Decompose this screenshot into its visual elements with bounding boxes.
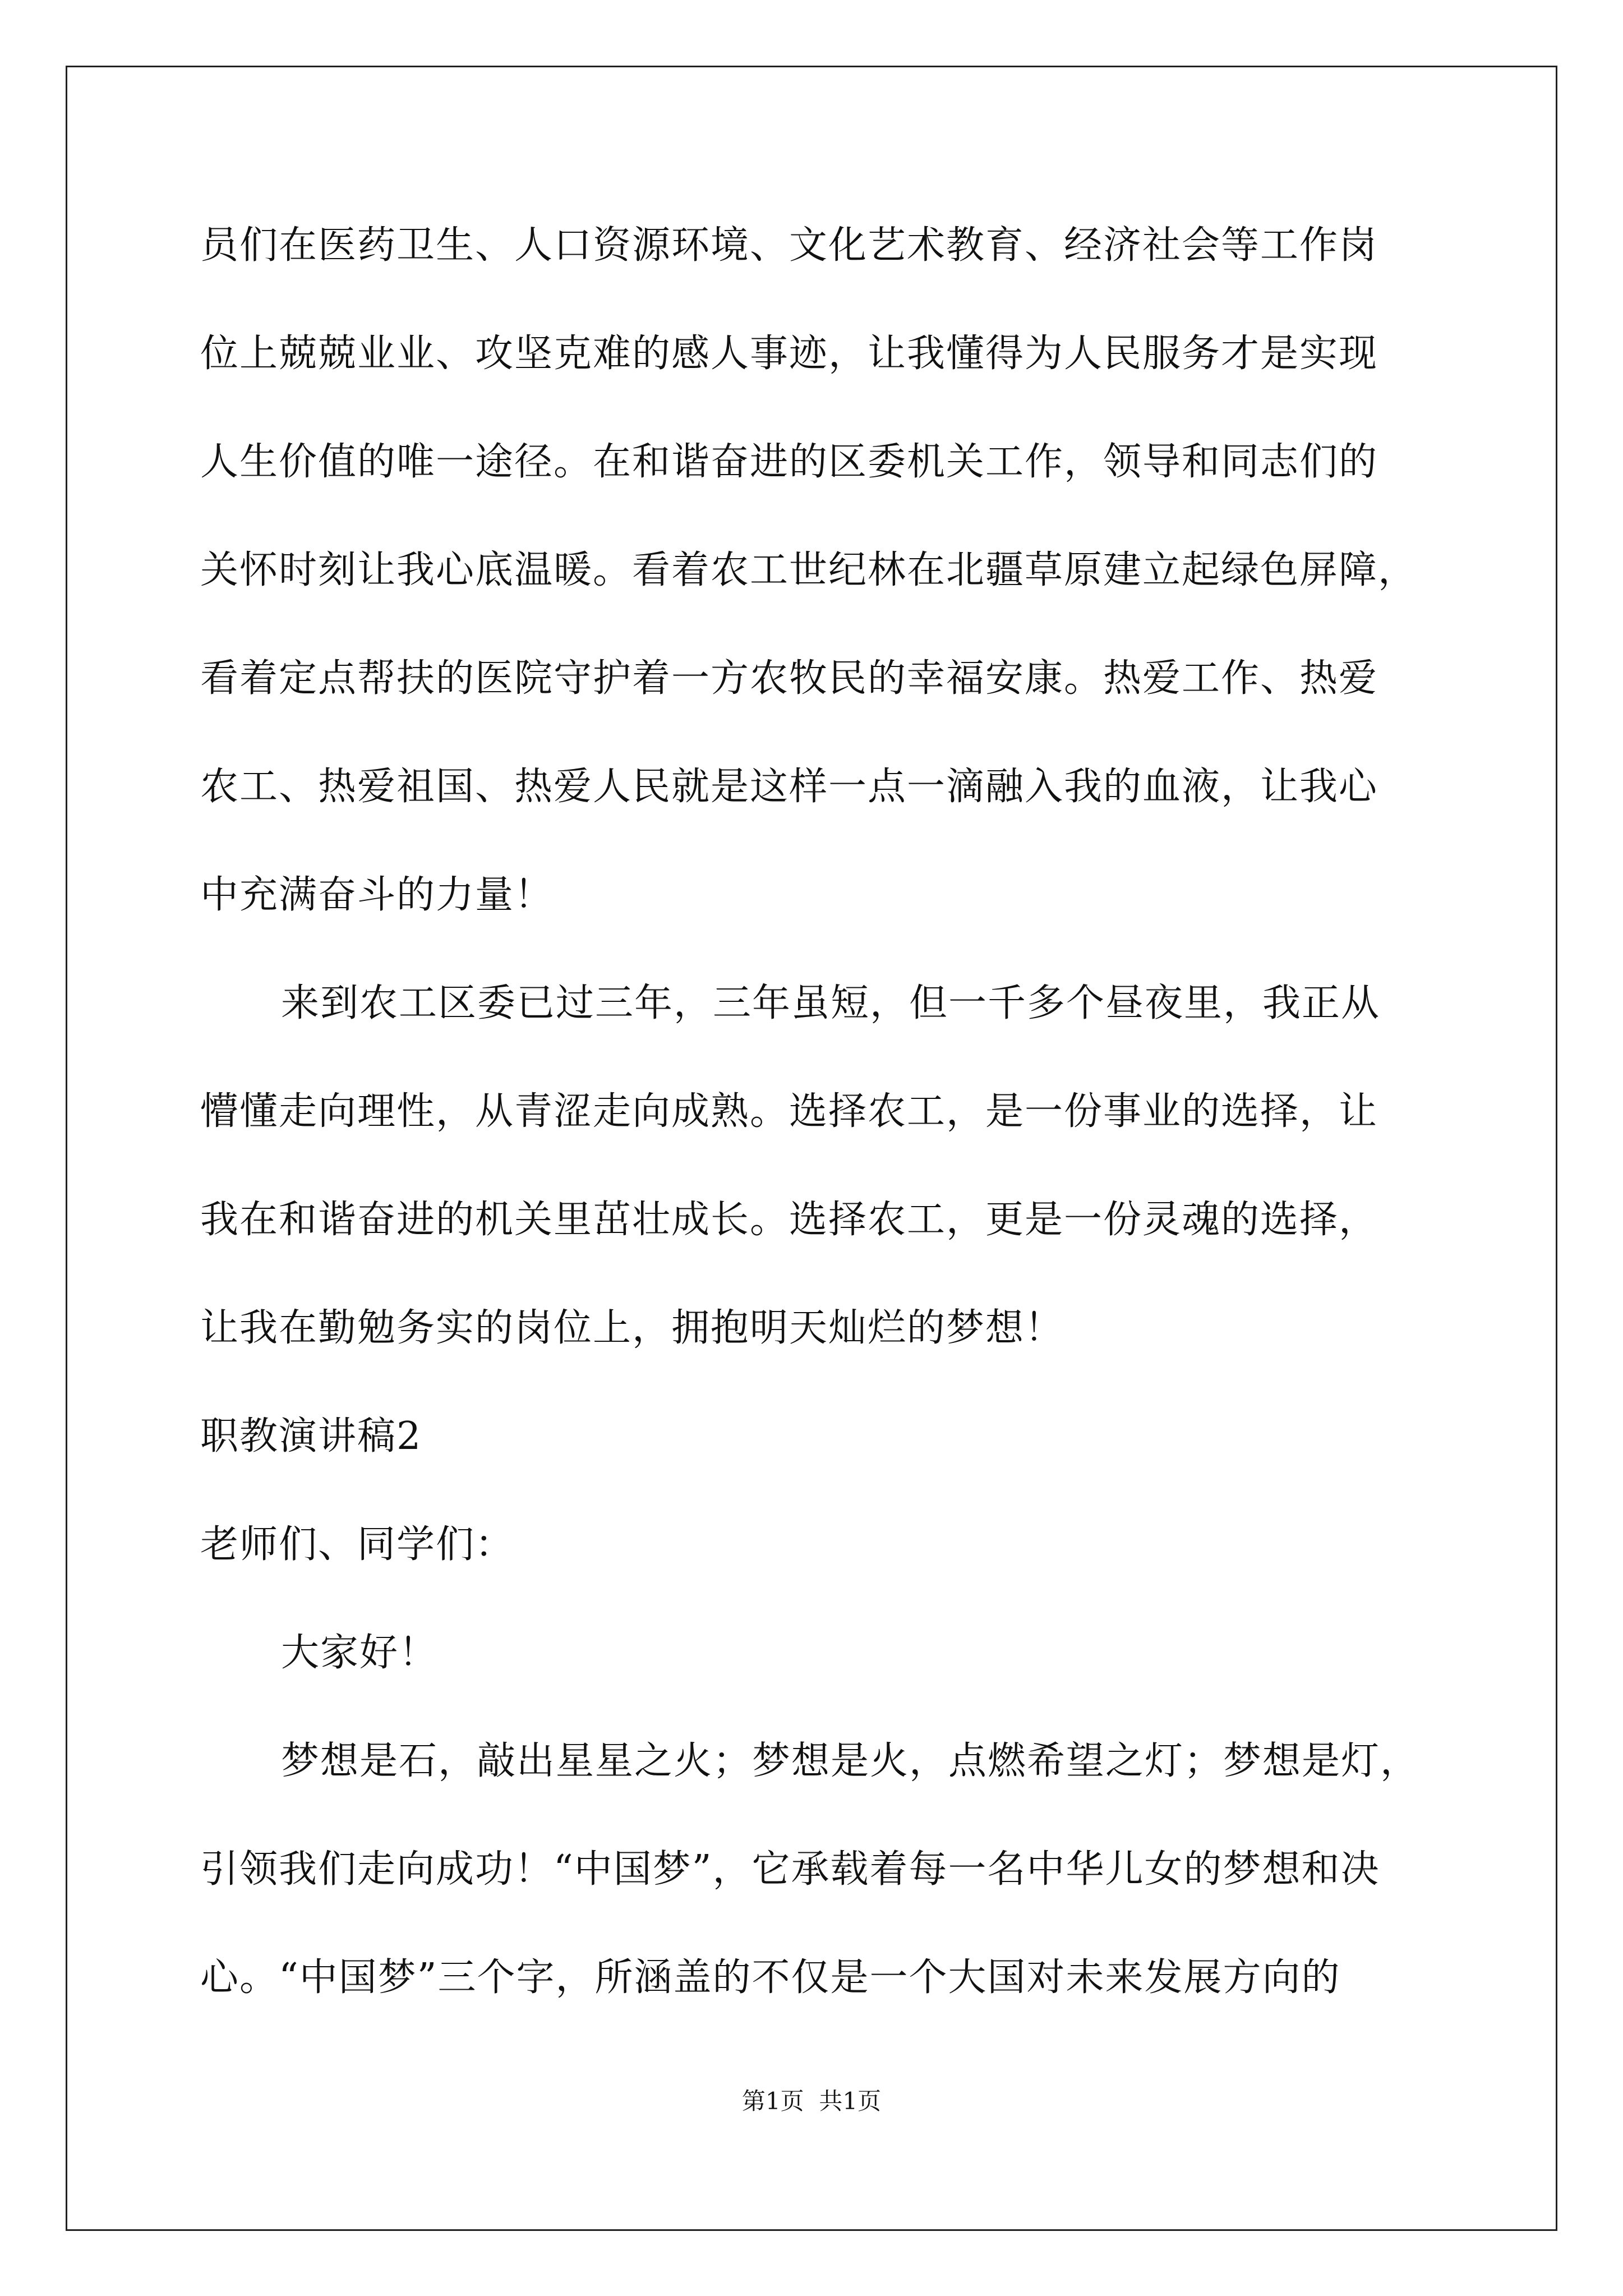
text-line: 让我在勤勉务实的岗位上，拥抱明天灿烂的梦想！ — [200, 1306, 1064, 1350]
text-line: 关怀时刻让我心底温暖。看着农工世纪林在北疆草原建立起绿色屏障， — [200, 548, 1418, 592]
text-line: 懵懂走向理性，从青涩走向成熟。选择农工，是一份事业的选择，让 — [200, 1089, 1378, 1134]
salutation: 老师们、同学们： — [200, 1522, 515, 1567]
paragraph-first-line: 梦想是石，敲出星星之火；梦想是火，点燃希望之灯；梦想是灯， — [281, 1739, 1420, 1783]
text-line: 引领我们走向成功！“中国梦”，它承载着每一名中华儿女的梦想和决 — [200, 1847, 1380, 1892]
paragraph-first-line: 来到农工区委已过三年，三年虽短，但一千多个昼夜里，我正从 — [281, 981, 1381, 1025]
text-line: 我在和谐奋进的机关里茁壮成长。选择农工，更是一份灵魂的选择， — [200, 1198, 1378, 1242]
text-line: 位上兢兢业业、攻坚克难的感人事迹，让我懂得为人民服务才是实现 — [200, 332, 1378, 376]
text-line: 心。“中国梦”三个字，所涵盖的不仅是一个大国对未来发展方向的 — [200, 1955, 1341, 2000]
page-footer: 第1页 共1页 — [741, 2087, 882, 2115]
greeting: 大家好！ — [281, 1631, 439, 1675]
text-line: 看着定点帮扶的医院守护着一方农牧民的幸福安康。热爱工作、热爱 — [200, 656, 1378, 701]
document-body — [200, 219, 1428, 2059]
text-line: 人生价值的唯一途径。在和谐奋进的区委机关工作，领导和同志们的 — [200, 440, 1378, 484]
section-title: 职教演讲稿2 — [200, 1414, 422, 1458]
text-line: 中充满奋斗的力量！ — [200, 873, 554, 917]
text-line: 农工、热爱祖国、热爱人民就是这样一点一滴融入我的血液，让我心 — [200, 765, 1378, 809]
text-line: 员们在医药卫生、人口资源环境、文化艺术教育、经济社会等工作岗 — [200, 223, 1378, 268]
